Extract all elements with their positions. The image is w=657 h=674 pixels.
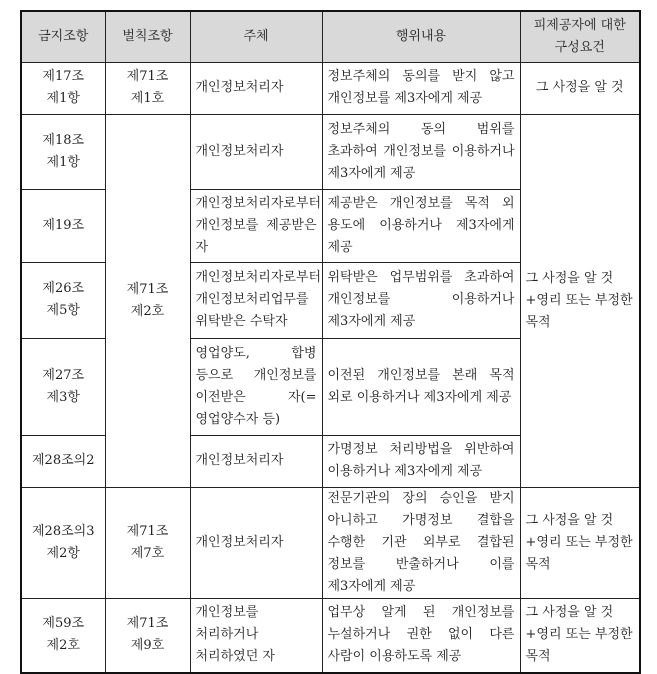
prohibition-cell: 제19조: [21, 189, 105, 262]
subject-cell: 개인정보처리자로부터 개인정보처리업무를 위탁받은 수탁자: [190, 262, 322, 338]
subject-cell: 개인정보처리자: [190, 487, 322, 598]
penalty-cell: 제71조 제9호: [105, 598, 190, 673]
penalty-cell: 제71조 제2호: [105, 114, 190, 487]
prohibition-cell: 제26조 제5항: [21, 262, 105, 338]
act-cell: 이전된 개인정보를 본래 목적 외로 이용하거나 제3자에게 제공: [322, 338, 520, 435]
subject-cell: 개인정보를 처리하거나 처리하였던 자: [190, 598, 322, 673]
table-row: [21, 114, 640, 189]
penalty-provisions-table: [20, 10, 641, 674]
prohibition-cell: 제27조 제3항: [21, 338, 105, 435]
requirement-cell: 그 사정을 알 것 +영리 또는 부정한 목적: [520, 114, 640, 487]
table-row: [21, 598, 640, 673]
penalty-cell: 제71조 제1호: [105, 62, 190, 114]
act-cell: 위탁받은 업무범위를 초과하여 개인정보를 이용하거나 제3자에게 제공: [322, 262, 520, 338]
prohibition-cell: 제59조 제2호: [21, 598, 105, 673]
act-cell: 전문기관의 장의 승인을 받지 아니하고 가명정보 결합을 수행한 기관 외부로 결합된 정보를 반출하거나 이를 제3자에게 제공: [322, 487, 520, 598]
table-row: [21, 487, 640, 598]
penalty-cell: 제71조 제7호: [105, 487, 190, 598]
subject-cell: 개인정보처리자로부터 개인정보를 제공받은 자: [190, 189, 322, 262]
header-row: [21, 11, 640, 62]
act-cell: 제공받은 개인정보를 목적 외 용도에 이용하거나 제3자에게 제공: [322, 189, 520, 262]
prohibition-cell: 제28조의3 제2항: [21, 487, 105, 598]
act-cell: 가명정보 처리방법을 위반하여 이용하거나 제3자에게 제공: [322, 435, 520, 487]
requirement-cell: 그 사정을 알 것 +영리 또는 부정한 목적: [520, 487, 640, 598]
act-cell: 업무상 알게 된 개인정보를 누설하거나 권한 없이 다른 사람이 이용하도록 제공: [322, 598, 520, 673]
subject-cell: 개인정보처리자: [190, 114, 322, 189]
requirement-cell: 그 사정을 알 것 +영리 또는 부정한 목적: [520, 598, 640, 673]
table-row: [21, 62, 640, 114]
subject-cell: 개인정보처리자: [190, 435, 322, 487]
header-act: 행위내용: [322, 11, 520, 62]
prohibition-cell: 제18조 제1항: [21, 114, 105, 189]
header-subject: 주체: [190, 11, 322, 62]
prohibition-cell: 제17조 제1항: [21, 62, 105, 114]
subject-cell: 영업양도, 합병 등으로 개인정보를 이전받은 자(= 영업양수자 등): [190, 338, 322, 435]
header-penalty: 벌칙조항: [105, 11, 190, 62]
act-cell: 정보주체의 동의를 받지 않고 개인정보를 제3자에게 제공: [322, 62, 520, 114]
header-requirement: 피제공자에 대한 구성요건: [520, 11, 640, 62]
subject-cell: 개인정보처리자: [190, 62, 322, 114]
prohibition-cell: 제28조의2: [21, 435, 105, 487]
header-prohibition: 금지조항: [21, 11, 105, 62]
act-cell: 정보주체의 동의 범위를 초과하여 개인정보를 이용하거나 제3자에게 제공: [322, 114, 520, 189]
requirement-cell: 그 사정을 알 것: [520, 62, 640, 114]
